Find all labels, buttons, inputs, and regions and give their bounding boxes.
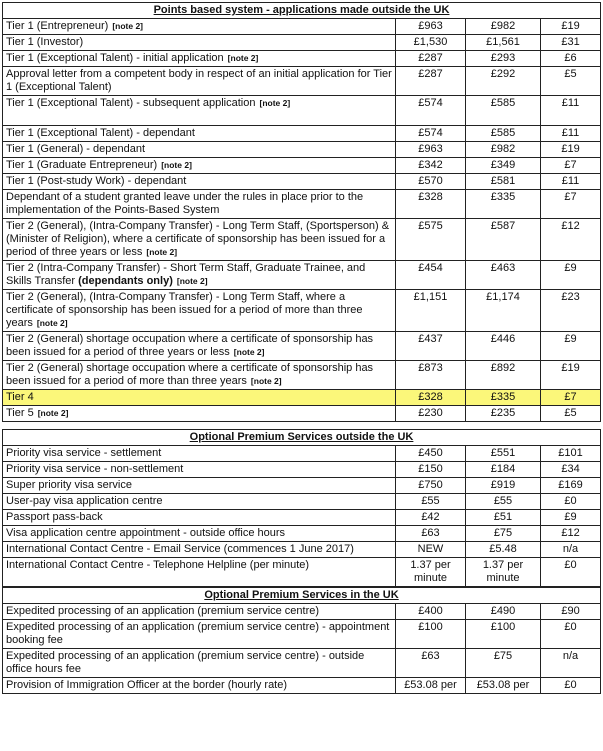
table-row: [3, 219, 601, 261]
fee-new: £184: [466, 462, 541, 478]
fee-current: 1.37 per minute: [396, 558, 466, 587]
row-description: [3, 446, 396, 462]
fee-current: £574: [396, 96, 466, 126]
table-row: [3, 620, 601, 649]
fee-current: £53.08 per: [396, 678, 466, 694]
table-title: Optional Premium Services in the UK: [3, 588, 601, 604]
fee-current: £963: [396, 142, 466, 158]
table-row: [3, 96, 601, 126]
row-description: [3, 19, 396, 35]
note-reference: [note 2]: [37, 408, 69, 418]
description-text: Priority visa service - non-settlement: [6, 463, 184, 475]
fee-current: £400: [396, 604, 466, 620]
fee-change: n/a: [541, 649, 601, 678]
description-text: Visa application centre appointment - outside office hours: [6, 527, 286, 539]
row-description: [3, 542, 396, 558]
fee-change: £12: [541, 219, 601, 261]
fee-change: £7: [541, 390, 601, 406]
row-description: [3, 51, 396, 67]
note-reference: [note 2]: [36, 318, 68, 328]
note-reference: [note 2]: [227, 53, 259, 63]
table-row: [3, 361, 601, 390]
fee-current: £1,151: [396, 290, 466, 332]
description-text: Tier 5: [6, 407, 34, 419]
fee-current: £55: [396, 494, 466, 510]
description-text: Tier 4: [6, 391, 34, 403]
fee-current: £287: [396, 51, 466, 67]
table-row: [3, 494, 601, 510]
fee-change: £11: [541, 174, 601, 190]
note-reference: [note 2]: [176, 276, 208, 286]
fee-new: £982: [466, 142, 541, 158]
description-text: Tier 2 (General) shortage occupation where a certificate of sponsorship has been issued for a period of three years or less: [6, 333, 374, 358]
fee-current: £230: [396, 406, 466, 422]
description-text: Passport pass-back: [6, 511, 103, 523]
table-row: [3, 478, 601, 494]
note-reference: [note 2]: [233, 347, 265, 357]
row-description: [3, 142, 396, 158]
description-text: Expedited processing of an application (premium service centre): [6, 605, 320, 617]
fee-change: £9: [541, 332, 601, 361]
table-row: [3, 51, 601, 67]
fee-current: £437: [396, 332, 466, 361]
fee-new: £5.48: [466, 542, 541, 558]
fee-table-premium-in-uk: [2, 587, 601, 694]
description-text: Approval letter from a competent body in respect of an initial application for Tier 1 (Exceptional Talent): [6, 68, 392, 93]
row-description: [3, 526, 396, 542]
fee-change: £11: [541, 96, 601, 126]
table-row: [3, 261, 601, 290]
table-row: [3, 142, 601, 158]
row-description: [3, 406, 396, 422]
fee-change: £31: [541, 35, 601, 51]
description-text: International Contact Centre - Telephone Helpline (per minute): [6, 559, 310, 571]
table-row: [3, 406, 601, 422]
fee-current: £454: [396, 261, 466, 290]
fee-change: £7: [541, 158, 601, 174]
table-row: [3, 19, 601, 35]
description-text: Tier 1 (Post-study Work) - dependant: [6, 175, 187, 187]
description-text: Tier 2 (General), (Intra-Company Transfer) - Long Term Staff, (Sportsperson) & (Minister of Religion), where a certificate of sponsorship has been issued for a period of three years or less: [6, 220, 390, 258]
fee-change: £5: [541, 67, 601, 96]
fee-new: £490: [466, 604, 541, 620]
description-text: Expedited processing of an application (premium service centre) - appointment booking fee: [6, 621, 390, 646]
fee-new: £100: [466, 620, 541, 649]
fee-new: £75: [466, 649, 541, 678]
fee-change: n/a: [541, 542, 601, 558]
row-description: [3, 190, 396, 219]
fee-table-premium-outside-uk: [2, 429, 601, 587]
fee-change: £34: [541, 462, 601, 478]
row-description: [3, 67, 396, 96]
description-text: Priority visa service - settlement: [6, 447, 162, 459]
fee-change: £19: [541, 19, 601, 35]
fee-new: £585: [466, 126, 541, 142]
fee-new: £53.08 per: [466, 678, 541, 694]
fee-table-points-based: [2, 2, 601, 422]
row-description: [3, 361, 396, 390]
table-row: [3, 332, 601, 361]
fee-new: £1,174: [466, 290, 541, 332]
fee-change: £9: [541, 510, 601, 526]
description-text: User-pay visa application centre: [6, 495, 163, 507]
fee-new: £587: [466, 219, 541, 261]
description-text: Tier 1 (Exceptional Talent) - dependant: [6, 127, 195, 139]
fee-change: £0: [541, 558, 601, 587]
description-text: Tier 1 (Investor): [6, 36, 84, 48]
description-text: Tier 2 (General) shortage occupation where a certificate of sponsorship has been issued for a period of more than three years: [6, 362, 374, 387]
fee-new: £51: [466, 510, 541, 526]
fee-new: £293: [466, 51, 541, 67]
fee-new: 1.37 per minute: [466, 558, 541, 587]
table-row: [3, 649, 601, 678]
note-reference: [note 2]: [161, 160, 192, 170]
fee-current: £575: [396, 219, 466, 261]
fee-new: £349: [466, 158, 541, 174]
fee-current: £328: [396, 190, 466, 219]
row-description: [3, 462, 396, 478]
description-text: Tier 1 (Exceptional Talent) - initial application: [6, 52, 224, 64]
fee-new: £581: [466, 174, 541, 190]
fee-change: £23: [541, 290, 601, 332]
fee-current: £570: [396, 174, 466, 190]
fee-current: £63: [396, 526, 466, 542]
fee-new: £335: [466, 390, 541, 406]
row-description: [3, 158, 396, 174]
row-description: [3, 126, 396, 142]
table-row: [3, 678, 601, 694]
fee-new: £446: [466, 332, 541, 361]
fee-new: £75: [466, 526, 541, 542]
fee-current: £342: [396, 158, 466, 174]
fee-current: £63: [396, 649, 466, 678]
row-description: [3, 478, 396, 494]
fee-current: £873: [396, 361, 466, 390]
description-text: Expedited processing of an application (premium service centre) - outside office hours fee: [6, 650, 365, 675]
table-row: [3, 558, 601, 587]
description-text: Tier 1 (Graduate Entrepreneur): [6, 159, 158, 171]
fee-change: £0: [541, 494, 601, 510]
fee-current: NEW: [396, 542, 466, 558]
description-text: Tier 1 (General) - dependant: [6, 143, 145, 155]
fee-new: £585: [466, 96, 541, 126]
row-description: [3, 290, 396, 332]
fee-sheet: [2, 2, 600, 694]
note-reference: [note 2]: [250, 376, 282, 386]
fee-change: £90: [541, 604, 601, 620]
fee-change: £7: [541, 190, 601, 219]
fee-change: £0: [541, 678, 601, 694]
fee-change: £12: [541, 526, 601, 542]
fee-change: £19: [541, 361, 601, 390]
table-row: [3, 390, 601, 406]
row-description: [3, 174, 396, 190]
row-description: [3, 261, 396, 290]
table-row: [3, 67, 601, 96]
table-row: [3, 446, 601, 462]
fee-current: £328: [396, 390, 466, 406]
description-text: Tier 1 (Entrepreneur): [6, 20, 109, 32]
fee-new: £982: [466, 19, 541, 35]
row-description: [3, 649, 396, 678]
row-description: [3, 390, 396, 406]
row-description: [3, 510, 396, 526]
fee-new: £335: [466, 190, 541, 219]
description-text: Tier 2 (General), (Intra-Company Transfer) - Long Term Staff, where a certificate of sponsorship has been issued for a period of more than three years: [6, 291, 363, 329]
table-row: [3, 158, 601, 174]
table-row: [3, 35, 601, 51]
description-text: Provision of Immigration Officer at the border (hourly rate): [6, 679, 288, 691]
row-description: [3, 558, 396, 587]
table-row: [3, 526, 601, 542]
fee-change: £11: [541, 126, 601, 142]
table-title-row: [3, 430, 601, 446]
table-row: [3, 510, 601, 526]
row-description: [3, 494, 396, 510]
fee-change: £5: [541, 406, 601, 422]
fee-new: £235: [466, 406, 541, 422]
table-row: [3, 542, 601, 558]
row-description: [3, 678, 396, 694]
description-text: Dependant of a student granted leave under the rules in place prior to the implementation of the Points-Based System: [6, 191, 364, 216]
fee-current: £42: [396, 510, 466, 526]
fee-current: £963: [396, 19, 466, 35]
note-reference: [note 2]: [259, 98, 291, 108]
fee-new: £463: [466, 261, 541, 290]
fee-change: £19: [541, 142, 601, 158]
emphasis-text: (dependants only): [78, 275, 173, 287]
fee-change: £169: [541, 478, 601, 494]
row-description: [3, 219, 396, 261]
row-description: [3, 332, 396, 361]
table-row: [3, 126, 601, 142]
description-text: Tier 2 (Intra-Company Transfer) - Short Term Staff, Graduate Trainee, and Skills Transfer: [6, 262, 366, 287]
table-title-row: [3, 3, 601, 19]
fee-current: £750: [396, 478, 466, 494]
table-row: [3, 462, 601, 478]
row-description: [3, 35, 396, 51]
fee-current: £574: [396, 126, 466, 142]
row-description: [3, 96, 396, 126]
table-row: [3, 174, 601, 190]
table-title: Points based system - applications made outside the UK: [3, 3, 601, 19]
fee-current: £1,530: [396, 35, 466, 51]
row-description: [3, 604, 396, 620]
fee-new: £55: [466, 494, 541, 510]
table-title: Optional Premium Services outside the UK: [3, 430, 601, 446]
fee-current: £450: [396, 446, 466, 462]
table-title-row: [3, 588, 601, 604]
fee-current: £150: [396, 462, 466, 478]
fee-new: £292: [466, 67, 541, 96]
fee-new: £551: [466, 446, 541, 462]
description-text: International Contact Centre - Email Service (commences 1 June 2017): [6, 543, 354, 555]
fee-change: £9: [541, 261, 601, 290]
description-text: Tier 1 (Exceptional Talent) - subsequent application: [6, 97, 256, 109]
fee-new: £1,561: [466, 35, 541, 51]
fee-new: £919: [466, 478, 541, 494]
row-description: [3, 620, 396, 649]
table-row: [3, 604, 601, 620]
table-row: [3, 190, 601, 219]
fee-change: £101: [541, 446, 601, 462]
fee-change: £6: [541, 51, 601, 67]
note-reference: [note 2]: [146, 247, 178, 257]
note-reference: [note 2]: [112, 21, 144, 31]
fee-current: £287: [396, 67, 466, 96]
fee-change: £0: [541, 620, 601, 649]
fee-current: £100: [396, 620, 466, 649]
description-text: Super priority visa service: [6, 479, 132, 491]
table-row: [3, 290, 601, 332]
fee-new: £892: [466, 361, 541, 390]
